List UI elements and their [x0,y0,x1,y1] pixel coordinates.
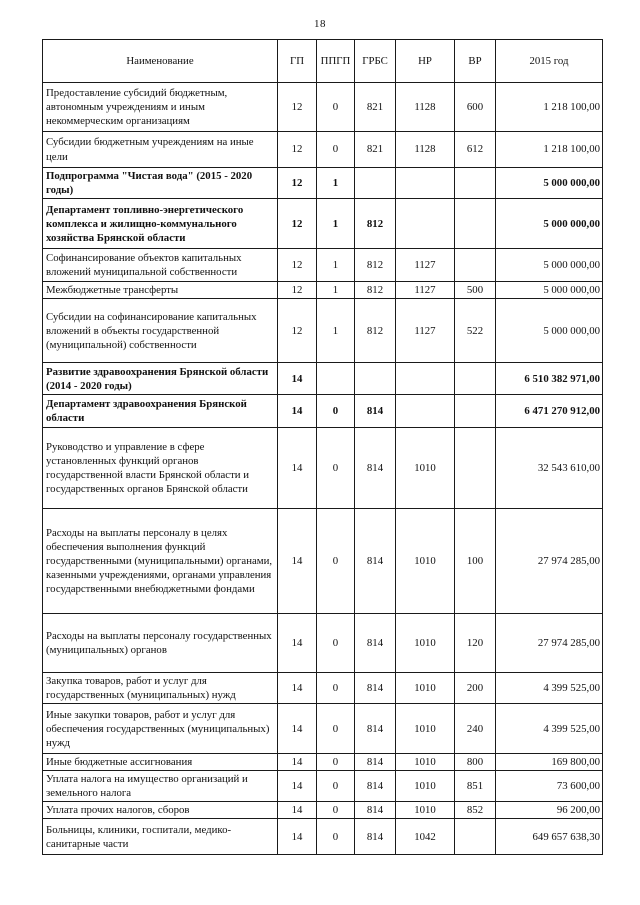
table-row [43,168,603,199]
row-sum: 5 000 000,00 [496,282,603,299]
table-row [43,299,603,363]
table-row [43,509,603,614]
row-name: Субсидии бюджетным учреждениям на иные цели [43,132,278,168]
row-vr: 100 [455,509,496,614]
table-row [43,614,603,673]
table-row [43,704,603,754]
row-name: Субсидии на софинансирование капитальных вложений в объекты государственной (муниципальной) собственности [43,299,278,363]
row-ppgp: 0 [317,754,355,771]
header-name: Наименование [43,40,278,83]
row-sum: 5 000 000,00 [496,168,603,199]
row-ppgp: 0 [317,132,355,168]
row-sum: 4 399 525,00 [496,673,603,704]
table-row [43,673,603,704]
row-grbs: 812 [355,299,396,363]
row-nr: 1127 [396,299,455,363]
table-row [43,363,603,395]
row-gp: 12 [278,199,317,249]
table-row [43,802,603,819]
row-grbs [355,363,396,395]
row-gp: 14 [278,704,317,754]
table-row [43,282,603,299]
row-vr: 600 [455,83,496,132]
row-sum: 27 974 285,00 [496,509,603,614]
row-name: Софинансирование объектов капитальных вложений муниципальной собственности [43,249,278,282]
row-gp: 14 [278,395,317,428]
row-vr: 200 [455,673,496,704]
row-gp: 14 [278,802,317,819]
table-row [43,819,603,855]
row-gp: 14 [278,673,317,704]
row-sum: 5 000 000,00 [496,249,603,282]
table-row [43,771,603,802]
row-grbs: 814 [355,509,396,614]
header-vr: ВР [455,40,496,83]
row-ppgp: 0 [317,83,355,132]
row-name: Расходы на выплаты персоналу в целях обеспечения выполнения функций государственными (муниципальными) органами, казенными учреждениями, органами управления государственными внебюджетными фондами [43,509,278,614]
row-ppgp: 0 [317,673,355,704]
row-ppgp: 0 [317,509,355,614]
header-grbs: ГРБС [355,40,396,83]
row-name: Иные бюджетные ассигнования [43,754,278,771]
row-name: Уплата налога на имущество организаций и земельного налога [43,771,278,802]
table-row [43,132,603,168]
row-gp: 14 [278,428,317,509]
row-vr [455,168,496,199]
row-grbs: 812 [355,199,396,249]
header-row [43,40,603,83]
row-nr: 1010 [396,704,455,754]
row-grbs: 814 [355,704,396,754]
row-nr: 1128 [396,83,455,132]
row-ppgp: 0 [317,771,355,802]
row-nr: 1010 [396,614,455,673]
row-sum: 169 800,00 [496,754,603,771]
row-vr: 120 [455,614,496,673]
row-nr: 1127 [396,249,455,282]
row-sum: 4 399 525,00 [496,704,603,754]
row-vr: 852 [455,802,496,819]
row-name: Расходы на выплаты персоналу государственных (муниципальных) органов [43,614,278,673]
row-sum: 27 974 285,00 [496,614,603,673]
row-ppgp: 0 [317,802,355,819]
row-name: Руководство и управление в сфере установленных функций органов государственной власти Брянской области и государственных органов Брянской области [43,428,278,509]
row-nr: 1010 [396,754,455,771]
row-ppgp: 0 [317,395,355,428]
row-sum: 5 000 000,00 [496,199,603,249]
row-grbs: 812 [355,249,396,282]
row-gp: 14 [278,819,317,855]
row-vr [455,819,496,855]
row-nr [396,363,455,395]
row-grbs: 814 [355,771,396,802]
row-vr: 800 [455,754,496,771]
row-grbs: 814 [355,819,396,855]
row-nr: 1010 [396,771,455,802]
row-nr [396,199,455,249]
table-row [43,395,603,428]
row-ppgp: 1 [317,168,355,199]
row-grbs: 814 [355,673,396,704]
row-name: Предоставление субсидий бюджетным, автономным учреждениям и иным некоммерческим организациям [43,83,278,132]
row-nr: 1127 [396,282,455,299]
row-nr: 1010 [396,802,455,819]
budget-table [42,39,603,855]
row-vr [455,395,496,428]
row-ppgp: 1 [317,199,355,249]
row-ppgp: 0 [317,614,355,673]
row-nr: 1010 [396,673,455,704]
header-nr: НР [396,40,455,83]
table-row [43,199,603,249]
row-gp: 14 [278,771,317,802]
table-row [43,428,603,509]
row-sum: 73 600,00 [496,771,603,802]
row-vr [455,249,496,282]
page-number: 18 [314,18,326,30]
row-sum: 6 471 270 912,00 [496,395,603,428]
row-name: Подпрограмма "Чистая вода" (2015 - 2020 годы) [43,168,278,199]
row-sum: 6 510 382 971,00 [496,363,603,395]
row-vr: 522 [455,299,496,363]
row-name: Департамент здравоохранения Брянской области [43,395,278,428]
row-sum: 1 218 100,00 [496,83,603,132]
row-gp: 12 [278,83,317,132]
row-vr [455,363,496,395]
row-ppgp [317,363,355,395]
row-name: Больницы, клиники, госпитали, медико-санитарные части [43,819,278,855]
row-gp: 12 [278,132,317,168]
row-ppgp: 1 [317,299,355,363]
row-vr: 851 [455,771,496,802]
row-name: Департамент топливно-энергетического комплекса и жилищно-коммунального хозяйства Брянской области [43,199,278,249]
row-vr [455,428,496,509]
row-nr: 1128 [396,132,455,168]
row-nr: 1010 [396,428,455,509]
row-vr [455,199,496,249]
row-grbs: 814 [355,614,396,673]
row-name: Развитие здравоохранения Брянской области (2014 - 2020 годы) [43,363,278,395]
table-row [43,754,603,771]
row-sum: 649 657 638,30 [496,819,603,855]
header-year: 2015 год [496,40,603,83]
row-gp: 14 [278,754,317,771]
row-ppgp: 1 [317,249,355,282]
row-nr: 1042 [396,819,455,855]
row-ppgp: 1 [317,282,355,299]
row-name: Уплата прочих налогов, сборов [43,802,278,819]
row-ppgp: 0 [317,428,355,509]
row-vr: 240 [455,704,496,754]
row-gp: 14 [278,614,317,673]
row-vr: 500 [455,282,496,299]
row-name: Закупка товаров, работ и услуг для государственных (муниципальных) нужд [43,673,278,704]
row-nr [396,395,455,428]
row-sum: 96 200,00 [496,802,603,819]
row-gp: 14 [278,363,317,395]
row-gp: 12 [278,299,317,363]
table-row [43,249,603,282]
row-grbs: 821 [355,83,396,132]
row-sum: 32 543 610,00 [496,428,603,509]
row-grbs: 821 [355,132,396,168]
row-gp: 14 [278,509,317,614]
row-grbs: 814 [355,395,396,428]
row-grbs [355,168,396,199]
row-grbs: 814 [355,802,396,819]
row-gp: 12 [278,168,317,199]
row-name: Межбюджетные трансферты [43,282,278,299]
header-gp: ГП [278,40,317,83]
row-sum: 1 218 100,00 [496,132,603,168]
row-name: Иные закупки товаров, работ и услуг для обеспечения государственных (муниципальных) нужд [43,704,278,754]
row-gp: 12 [278,282,317,299]
row-grbs: 814 [355,754,396,771]
header-ppgp: ППГП [317,40,355,83]
row-nr [396,168,455,199]
table-row [43,83,603,132]
row-gp: 12 [278,249,317,282]
row-ppgp: 0 [317,704,355,754]
row-vr: 612 [455,132,496,168]
row-grbs: 812 [355,282,396,299]
row-ppgp: 0 [317,819,355,855]
row-sum: 5 000 000,00 [496,299,603,363]
row-nr: 1010 [396,509,455,614]
row-grbs: 814 [355,428,396,509]
